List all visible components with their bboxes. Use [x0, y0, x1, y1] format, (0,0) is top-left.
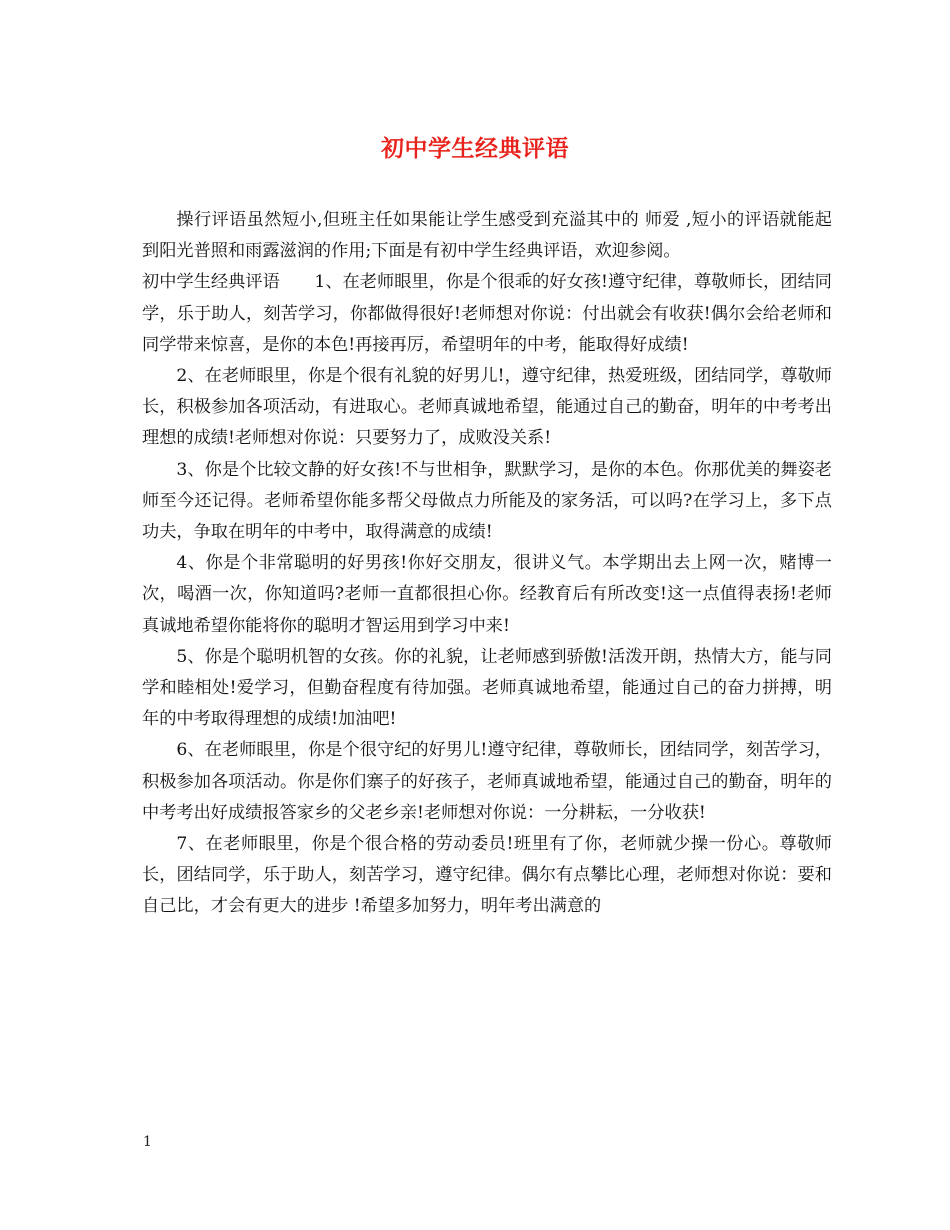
paragraph-comment-3: 3、你是个比较文静的好女孩!不与世相争，默默学习，是你的本色。你那优美的舞姿老师至今还记得。老师希望你能多帮父母做点力所能及的家务活，可以吗?在学习上，多下点功夫，争取在明年的中考中，取得满意的成绩!	[142, 459, 832, 543]
paragraph-comment-5: 5、你是个聪明机智的女孩。你的礼貌，让老师感到骄傲!活泼开朗，热情大方，能与同学和睦相处!爱学习，但勤奋程度有待加强。老师真诚地希望，能通过自己的奋力拼搏，明年的中考取得理想的成绩!加油吧!	[142, 646, 832, 730]
paragraph-comment-4: 4、你是个非常聪明的好男孩!你好交朋友，很讲义气。本学期出去上网一次，赌博一次，喝酒一次，你知道吗?老师一直都很担心你。经教育后有所改变!这一点值得表扬!老师真诚地希望你能将你的聪明才智运用到学习中来!	[142, 553, 832, 636]
paragraph-comment-2: 2、在老师眼里，你是个很有礼貌的好男儿!，遵守纪律，热爱班级，团结同学，尊敬师长，积极参加各项活动，有进取心。老师真诚地希望，能通过自己的勤奋，明年的中考考出理想的成绩!老师想对你说：只要努力了，成败没关系!	[142, 366, 832, 449]
paragraph-comment-6: 6、在老师眼里，你是个很守纪的好男儿!遵守纪律，尊敬师长，团结同学，刻苦学习，积极参加各项活动。你是你们寨子的好孩子，老师真诚地希望，能通过自己的勤奋，明年的中考考出好成绩报答家乡的父老乡亲!老师想对你说：一分耕耘，一分收获!	[142, 740, 832, 823]
document-body	[142, 205, 832, 923]
paragraph-comment-7: 7、在老师眼里，你是个很合格的劳动委员!班里有了你，老师就少操一份心。尊敬师长，团结同学，乐于助人，刻苦学习，遵守纪律。偶尔有点攀比心理，老师想对你说：要和自己比，才会有更大的进步 !希望多加努力，明年考出满意的	[142, 834, 832, 917]
paragraph-comment-1: 初中学生经典评语 1、在老师眼里，你是个很乖的好女孩!遵守纪律，尊敬师长，团结同学，乐于助人，刻苦学习，你都做得很好!老师想对你说：付出就会有收获!偶尔会给老师和同学带来惊喜，是你的本色!再接再厉，希望明年的中考，能取得好成绩!	[142, 272, 832, 355]
page-number: 1	[143, 1134, 152, 1150]
document-title: 初中学生经典评语	[381, 135, 569, 162]
paragraph-intro: 操行评语虽然短小,但班主任如果能让学生感受到充溢其中的 师爱 ,短小的评语就能起到阳光普照和雨露滋润的作用;下面是有初中学生经典评语，欢迎参阅。	[142, 210, 832, 262]
